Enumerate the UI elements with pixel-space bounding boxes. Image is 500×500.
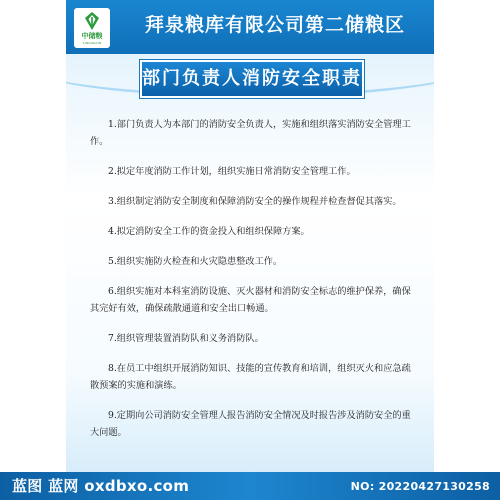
duty-item-7: 7.组织管理装置消防队和义务消防队。 xyxy=(108,333,264,344)
duty-item-9: 9.定期向公司消防安全管理人报告消防安全情况及时报告涉及消防安全的重大问题。 xyxy=(90,410,411,438)
duty-list xyxy=(90,116,412,454)
company-logo xyxy=(74,8,110,48)
grain-logo-icon xyxy=(83,11,101,31)
logo-text: 中储粮 xyxy=(81,32,103,40)
duty-item-5: 5.组织实施防火检查和火灾隐患整改工作。 xyxy=(108,256,283,267)
page-title: 部门负责人消防安全职责 xyxy=(140,60,364,98)
safety-poster xyxy=(66,0,434,500)
duty-item-2: 2.拟定年度消防工作计划，组织实施日常消防安全管理工作。 xyxy=(108,166,356,177)
logo-subtext: SINOGRAIN xyxy=(82,41,102,45)
company-title: 拜泉粮库有限公司第二储粮区 xyxy=(144,14,405,36)
duty-item-4: 4.拟定消防安全工作的资金投入和组织保障方案。 xyxy=(108,226,310,237)
duty-item-6: 6.组织实施对本科室消防设施、灭火器材和消防安全标志的维护保养，确保其完好有效，确保疏散通道和安全出口畅通。 xyxy=(90,286,411,314)
duty-item-1: 1.部门负责人为本部门的消防安全负责人，实施和组织落实消防安全管理工作。 xyxy=(90,119,411,147)
watermark-site: 蓝图 蓝网 oxdbxo.com xyxy=(12,477,190,495)
duty-item-3: 3.组织制定消防安全制度和保障消防安全的操作规程并检查督促其落实。 xyxy=(108,196,402,207)
watermark-number: NO: 20220427130258 xyxy=(350,480,490,493)
duty-item-8: 8.在员工中组织开展消防知识、技能的宣传教育和培训，组织灭火和应急疏散预案的实施和演练。 xyxy=(90,363,411,391)
